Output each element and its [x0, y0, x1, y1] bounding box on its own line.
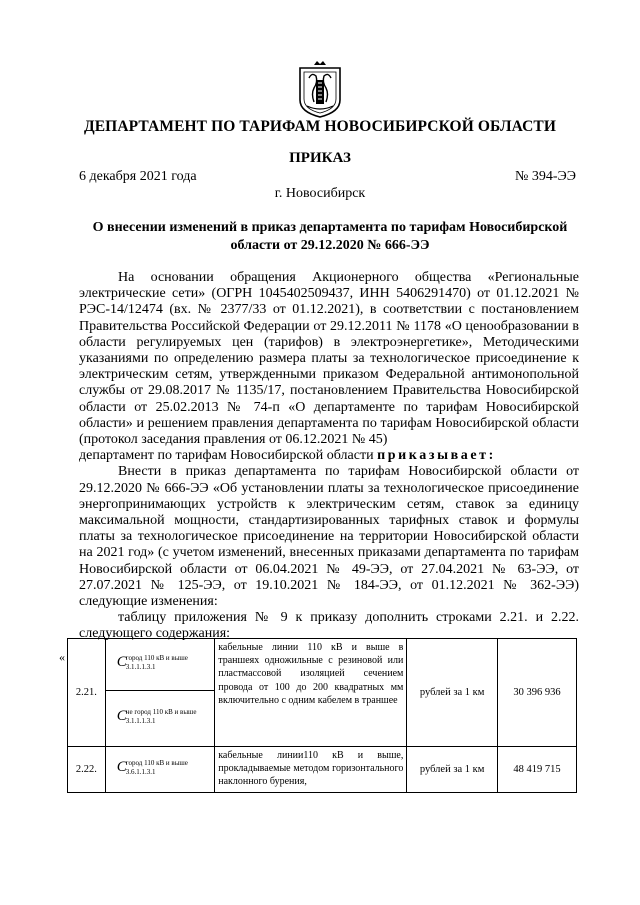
- rate-formula: [109, 757, 211, 779]
- rate-cell: [105, 747, 214, 793]
- row-value: 48 419 715: [497, 747, 576, 793]
- document-number: № 394-ЭЭ: [514, 169, 576, 184]
- document-city: г. Новосибирск: [274, 186, 366, 201]
- rate-symbol: C: [116, 654, 127, 670]
- row-number: 2.21.: [68, 639, 106, 747]
- row-description: кабельные линии 110 кВ и выше в траншеях одножильные с резиновой или пластмассовой изоляцией сечением провода от 100 до 200 квадратных мм включительно с одним кабелем в траншее: [215, 639, 407, 747]
- rate-superscript: не город 110 кВ и выше: [125, 708, 197, 716]
- rate-symbol: C: [116, 708, 127, 724]
- rate-symbol: C: [116, 759, 127, 775]
- paragraph-orders: [79, 448, 579, 464]
- department-title: ДЕПАРТАМЕНТ ПО ТАРИФАМ НОВОСИБИРСКОЙ ОБЛАСТИ: [83, 118, 557, 135]
- row-unit: рублей за 1 км: [407, 747, 498, 793]
- document-body: [79, 270, 579, 643]
- rate-formula: [109, 706, 211, 728]
- rate-superscript: город 110 кВ и выше: [125, 759, 188, 767]
- document-subject: О внесении изменений в приказ департамента по тарифам Новосибирской области от 29.12.2020 № 666-ЭЭ: [92, 220, 568, 253]
- coat-of-arms-emblem: [297, 60, 343, 118]
- rate-formula: [109, 652, 211, 674]
- amendment-table: [67, 638, 577, 793]
- row-number: 2.22.: [68, 747, 106, 793]
- orders-keyword: приказывает:: [377, 448, 496, 464]
- rate-cell: [105, 691, 214, 747]
- paragraph-table-intro: таблицу приложения № 9 к приказу дополнить строками 2.21. и 2.22. следующего содержания:: [79, 610, 579, 642]
- rate-superscript: город 110 кВ и выше: [125, 654, 188, 662]
- row-description: кабельные линии110 кВ и выше, прокладываемые методом горизонтального наклонного бурения,: [215, 747, 407, 793]
- document-date: 6 декабря 2021 года: [79, 169, 197, 184]
- paragraph-basis: На основании обращения Акционерного общества «Региональные электрические сети» (ОГРН 1045402509437, ИНН 5406291470) от 01.12.2021 № РЭС-14/12474 (вх. № 2377/33 от 01.12.2021), в соответствии с постановлением Правительства Российской Федерации от 29.12.2011 № 1178 «О ценообразовании в области регулируемых цен (тарифов) в электроэнергетике», Методическими указаниями по определению размера платы за технологическое присоединение к электрическим сетям, утвержденными приказом Федеральной антимонопольной службы от 29.08.2017 № 1135/17, постановлением Правительства Новосибирской области от 25.02.2013 № 74-п «О департаменте по тарифам Новосибирской области» и решением правления департамента по тарифам Новосибирской области (протокол заседания правления от 06.12.2021 № 45): [79, 270, 579, 448]
- rate-subscript: 3.1.1.1.3.1: [125, 717, 156, 725]
- table-row: [68, 639, 577, 691]
- table-row: [68, 747, 577, 793]
- opening-quote-mark: «: [59, 650, 65, 664]
- rate-cell: [105, 639, 214, 691]
- rate-subscript: 3.6.1.1.3.1: [125, 768, 156, 776]
- paragraph-amendment: Внести в приказ департамента по тарифам Новосибирской области от 29.12.2020 № 666-ЭЭ «Об установлении платы за технологическое присоединение энергопринимающих устройств к электрическим сетям, ставок за единицу максимальной мощности, стандартизированных тарифных ставок и формулы платы за технологическое присоединение на территории Новосибирской области на 2021 год» (с учетом изменений, внесенных приказами департамента по тарифам Новосибирской области от 06.04.2021 № 49-ЭЭ, от 27.04.2021 № 63-ЭЭ, от 27.07.2021 № 125-ЭЭ, от 19.10.2021 № 184-ЭЭ, от 01.12.2021 № 362-ЭЭ) следующие изменения:: [79, 464, 579, 610]
- orders-prefix: департамент по тарифам Новосибирской области: [79, 448, 378, 464]
- rate-subscript: 3.1.1.1.3.1: [125, 663, 156, 671]
- row-value: 30 396 936: [497, 639, 576, 747]
- document-type: ПРИКАЗ: [289, 150, 351, 166]
- row-unit: рублей за 1 км: [407, 639, 498, 747]
